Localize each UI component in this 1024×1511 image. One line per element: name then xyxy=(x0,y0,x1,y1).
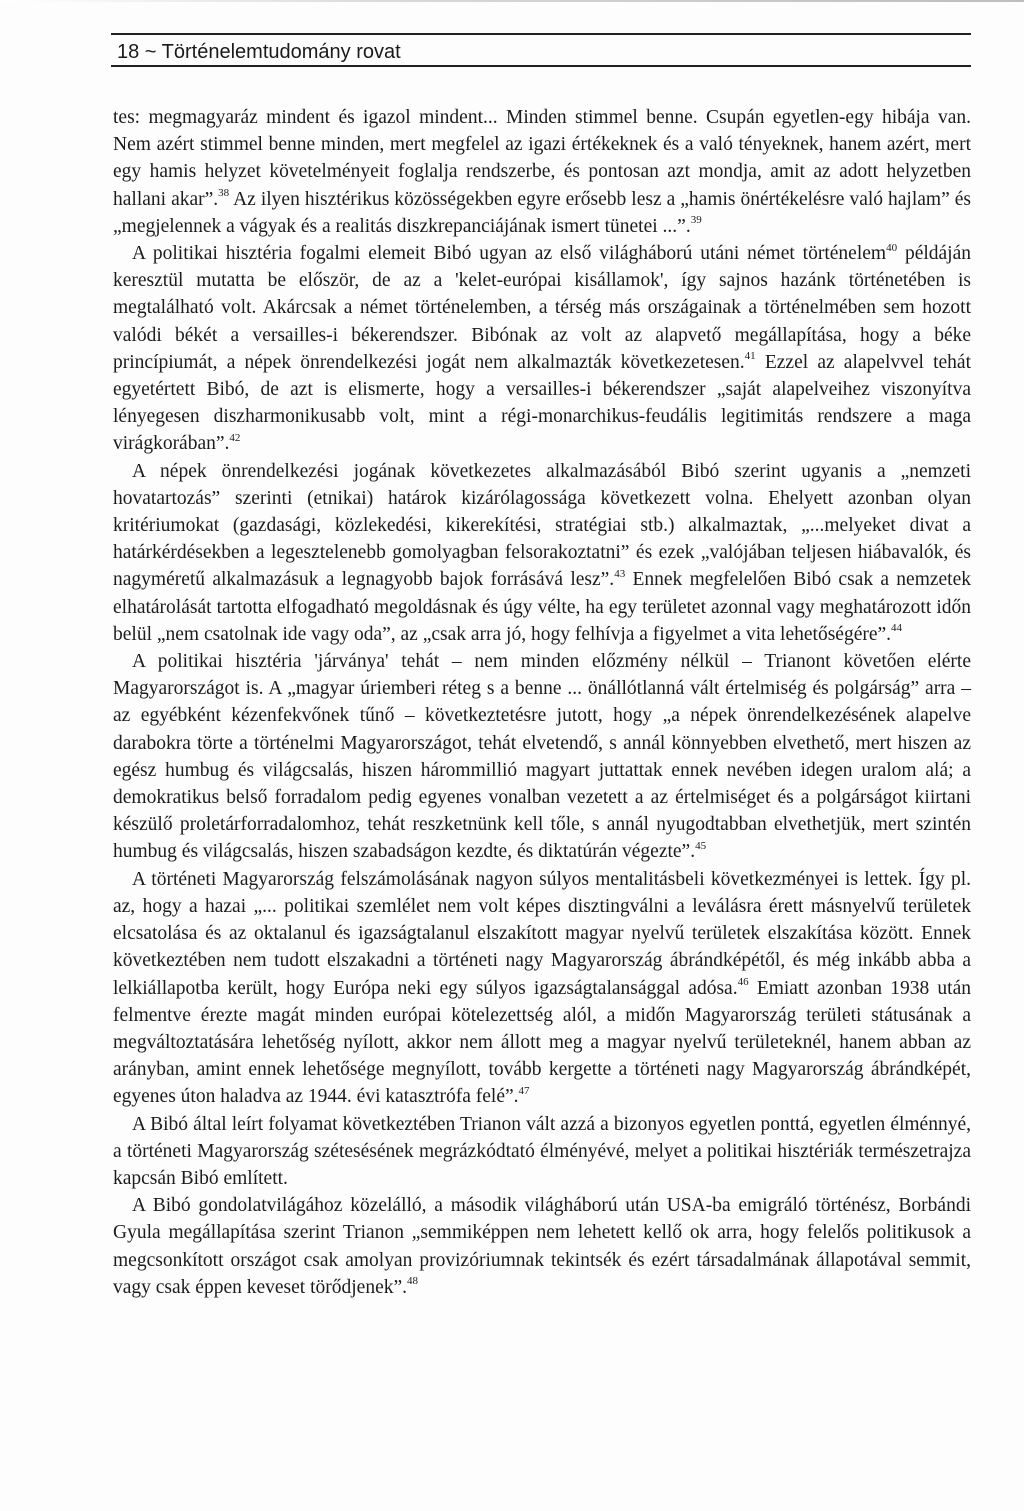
footnote-marker: 47 xyxy=(518,1084,530,1097)
paragraph-text: tes: megmagyaráz mindent és igazol mindent... Minden stimmel benne. Csupán egyetlen-egy hibája van. Nem azért stimmel benne minden, mert megfelel az igazi értékeknek és a való tényeknek, hanem azért, mert egy hamis helyzet követelményeit foglalja rendszerbe, és pontosan azt mondja, amit az adott helyzetben hallani akar”. xyxy=(113,107,971,210)
body-paragraph xyxy=(113,866,971,1111)
running-header xyxy=(111,33,971,67)
footnote-marker: 44 xyxy=(891,622,903,635)
body-paragraph xyxy=(113,458,971,648)
footnote-marker: 40 xyxy=(886,241,898,254)
body-paragraph xyxy=(113,648,971,866)
paragraph-text: A politikai hisztéria fogalmi elemeit Bibó ugyan az első világháború utáni német történelem xyxy=(132,243,887,265)
footnote-marker: 39 xyxy=(690,214,702,227)
paragraph-text: Ennek megfelelően Bibó csak a nemzetek elhatárolását tartotta elfogadható megoldásnak és úgy vélte, ha egy területet azonnal vagy meghatározott időn belül „nem csatolnak ide vagy oda”, az „csak arra jó, hogy felhívja a figyelmet a vita lehetőségére”. xyxy=(113,569,971,645)
paragraph-text: Emiatt azonban 1938 után felmentve érezte magát minden európai kötelezettség alól, a midőn Magyarország területi státusának a megváltoztatására lehetőség nyílott, akkor nem állott meg a magyar nyelvű területeknél, hanem abban az arányban, amint ennek lehetősége megnyílott, tovább kergette a történeti nagy Magyarország ábrándképét, egyenes úton haladva az 1944. évi katasztrófa felé”. xyxy=(113,977,971,1108)
paragraph-text: A történeti Magyarország felszámolásának nagyon súlyos mentalitásbeli következményei is lettek. Így pl. az, hogy a hazai „... politikai szemlélet nem volt képes disztingválni a leválásra érett másnyelvű területek elcsatolása és az oktalanul és igazságtalanul elszakított magyar nyelvű területek elszakítása között. Ennek következtében nem tudott elszakadni a történeti nagy Magyarország ábrándképétől, és még inkább abba a lelkiállapotba került, hogy Európa neki egy súlyos igazságtalansággal adósa. xyxy=(113,868,971,999)
footnote-marker: 43 xyxy=(614,567,626,580)
paragraph-text: A népek önrendelkezési jogának következetes alkalmazásából Bibó szerint ugyanis a „nemzeti hovatartozás” szerinti (etnikai) határok kizárólagossága következett volna. Ehelyett azonban olyan kritériumokat (gazdasági, közlekedési, kikerekítési, stratégiai stb.) alkalmaztak, „...melyeket divat a határkérdésekben a legesztelenebb gomolyagban felsorakoztatni” és ezek „valójában teljesen hiábavalók, és nagyméretű alkalmazásuk a legnagyobb bajok forrásává lesz”. xyxy=(113,460,971,591)
footnote-marker: 42 xyxy=(229,431,241,444)
article-body xyxy=(113,104,971,1301)
body-paragraph xyxy=(113,240,971,458)
footnote-marker: 46 xyxy=(737,976,749,988)
footnote-marker: 48 xyxy=(407,1275,419,1288)
footnote-marker: 41 xyxy=(744,350,756,363)
paragraph-text: A Bibó gondolatvilágához közelálló, a második világháború után USA-ba emigráló történész, Borbándi Gyula megállapítása szerint Trianon „semmiképpen nem lehetett kellő ok arra, hogy felelős politikusok a megcsonkított országot csak amolyan provizóriumnak tekintsék és ezért társadalmának állapotával semmit, vagy csak éppen keveset törődjenek”. xyxy=(113,1195,971,1298)
page-top-edge xyxy=(0,0,1024,2)
body-paragraph xyxy=(113,1111,971,1193)
header-title: 18 ~ Történelemtudomány rovat xyxy=(117,41,401,63)
footnote-marker: 38 xyxy=(218,187,230,200)
paragraph-text: Az ilyen hisztérikus közösségekben egyre erősebb lesz a „hamis önértékelésre való hajlam” és „megjelennek a vágyak és a realitás diszkrepanciájának ismert tünetei ...”. xyxy=(113,188,971,237)
paragraph-text: példáján keresztül mutatta be először, de az a 'kelet-európai kisállamok', így sajnos hazánk történetében is megtalálható volt. Akárcsak a német történelemben, a térség más országainak a történelmében sem hozott valódi békét a versailles-i békerendszer. Bibónak az volt az alapvető megállapítása, hogy a béke princípiumát, a népek önrendelkezési jogát nem alkalmazták következetesen. xyxy=(113,243,971,373)
body-paragraph xyxy=(113,104,971,240)
body-paragraph xyxy=(113,1192,971,1301)
footnote-marker: 45 xyxy=(695,839,707,852)
paragraph-text: Ezzel az alapelvvel tehát egyetértett Bibó, de azt is elismerte, hogy a versailles-i békerendszer „saját alapelveihez viszonyítva lényegesen diszharmonikusabb volt, mint a régi-monarchikus-feudális legitimitás rendszere a maga virágkorában”. xyxy=(113,351,972,455)
paragraph-text: A Bibó által leírt folyamat következtében Trianon vált azzá a bizonyos egyetlen ponttá, egyetlen élménnyé, a történeti Magyarország szétesésének megrázkódtató élményévé, melyet a politikai hisztériák természetrajza kapcsán Bibó említett. xyxy=(113,1113,971,1189)
paragraph-text: A politikai hisztéria 'járványa' tehát – nem minden előzmény nélkül – Trianont követően elérte Magyarországot is. A „magyar úriemberi réteg s a benne ... önállótlanná vált értelmiség és polgárság” arra – az egyébként kézenfekvőnek tűnő – következtetésre jutott, hogy „a népek önrendelkezésének alapelve darabokra törte a történelmi Magyarországot, tehát elvetendő, s annál könnyebben elvethető, mert hiszen az egész humbug és világcsalás, hiszen hárommillió magyart juttattak ennek nevében idegen uralom alá; a demokratikus belső forradalom pedig egyenes vonalban vezetett a az értelmiséget és a polgárságot kiirtani készülő proletárforradalomhoz, tehát reszketnünk kell tőle, s annál nyugodtabban elvethetjük, mert szintén humbug és világcsalás, hiszen szabadságon kezdte, és diktatúrán végezte”. xyxy=(113,651,971,863)
